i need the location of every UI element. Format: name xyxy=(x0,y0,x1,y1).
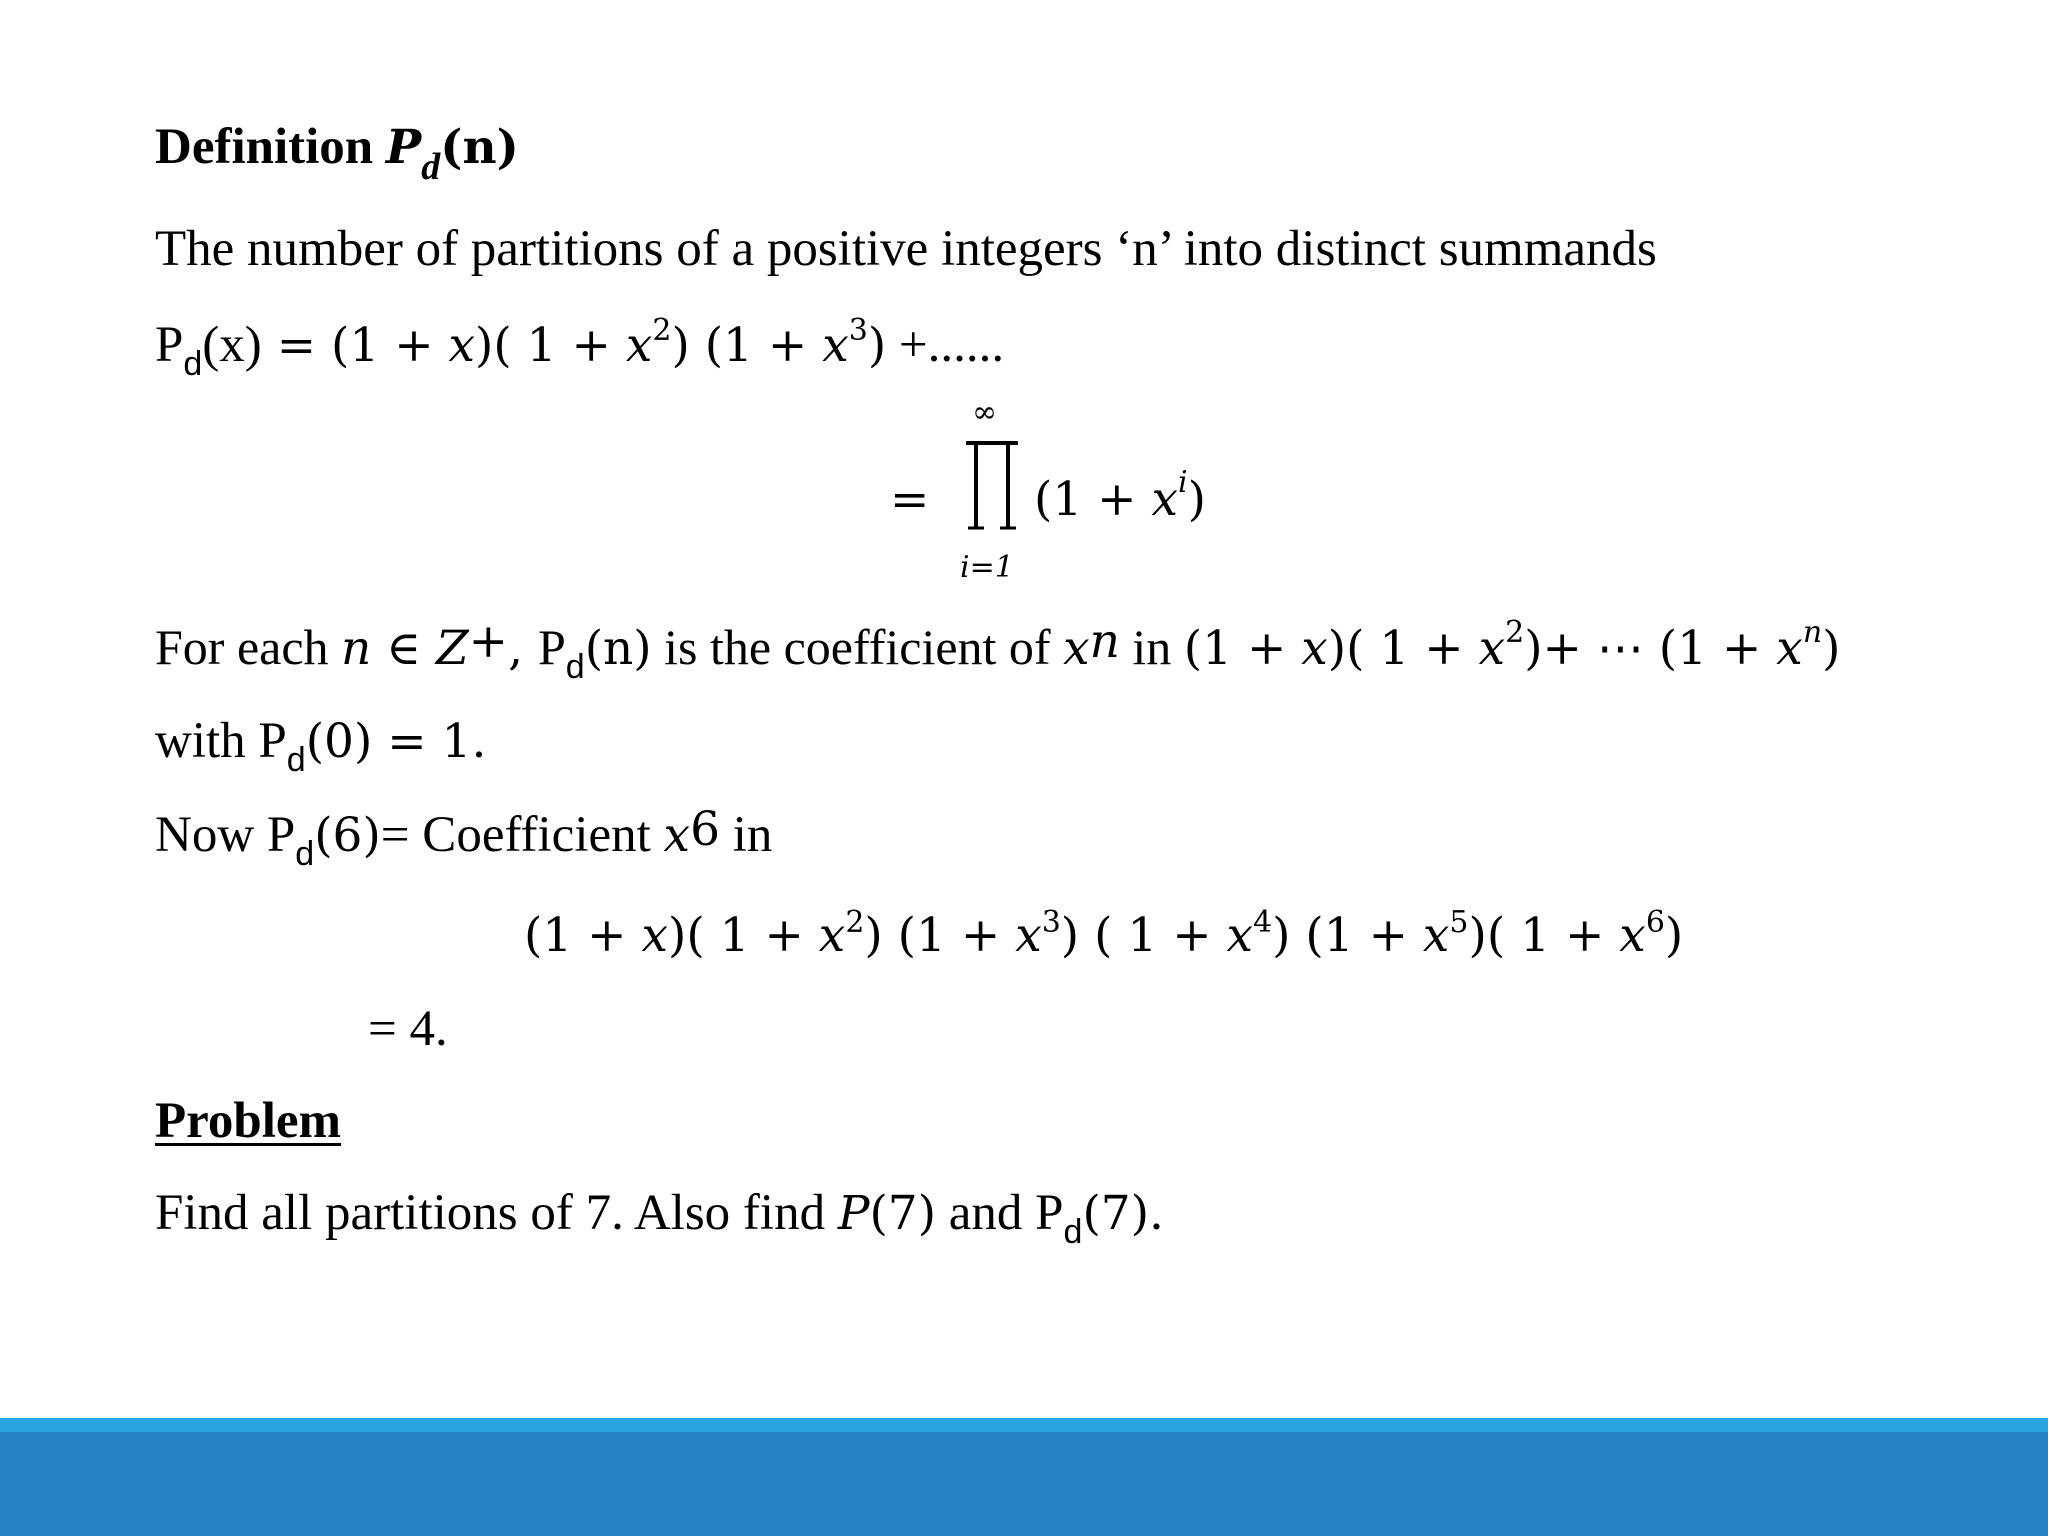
definition-text: The number of partitions of a positive integers ‘n’ into distinct summands xyxy=(155,221,1657,277)
expansion-line: (1 + x)( $1 + x^2$) $(1 + x^3)$ ( $1 + x^4$) $(1 + x^5)$( $1 + x^6$) xyxy=(524,905,1684,963)
problem-heading: Problem xyxy=(155,1093,342,1149)
generating-function-line xyxy=(155,313,1005,383)
definition-heading xyxy=(155,119,519,188)
result-line: = 4. xyxy=(368,1001,448,1057)
product-lower-limit: i=1 xyxy=(960,550,1014,585)
with-line: with $P_d(0) = 1$. xyxy=(155,713,487,779)
product-symbol xyxy=(962,440,1022,532)
heading-text: Definition xyxy=(155,119,386,175)
gf-rhs: = (1 + x)( $1 + x^2$) $(1 + x^3)$ xyxy=(261,313,887,373)
gf-tail: +...... xyxy=(886,317,1005,373)
product-body: $(1 + x^i)$ xyxy=(1034,465,1206,527)
heading-subscript: d xyxy=(421,146,441,188)
coefficient-line-product: (1 + x)( $1 + x^2)+$ ⋯ $(1 + x^n)$ xyxy=(1183,615,1841,676)
gf-lhs-arg: (x) xyxy=(202,317,262,373)
footer-band xyxy=(0,1432,2048,1536)
product-formula xyxy=(890,395,1250,590)
gf-lhs-p: P xyxy=(155,317,184,373)
heading-argument: (n) xyxy=(440,120,519,175)
problem-line: Find all partitions of 7. Also find P(7) and $P_d(7)$. xyxy=(155,1185,1164,1251)
coefficient-line: For each n ∈ Z+, $P_d(n)$ is the coefficient of $x^n$ in (1 + x)( $1 + x^2)+$ ⋯ $(1 + x^n)$ xyxy=(155,614,1841,686)
gf-lhs-sub: d xyxy=(183,345,203,383)
footer-accent-line xyxy=(0,1418,2048,1432)
now-line: Now $P_d(6)=$ Coefficient $x^6$ in xyxy=(155,802,773,873)
heading-symbol: P xyxy=(385,120,422,175)
product-upper-limit: ∞ xyxy=(972,395,997,430)
product-equals: = xyxy=(890,472,930,527)
